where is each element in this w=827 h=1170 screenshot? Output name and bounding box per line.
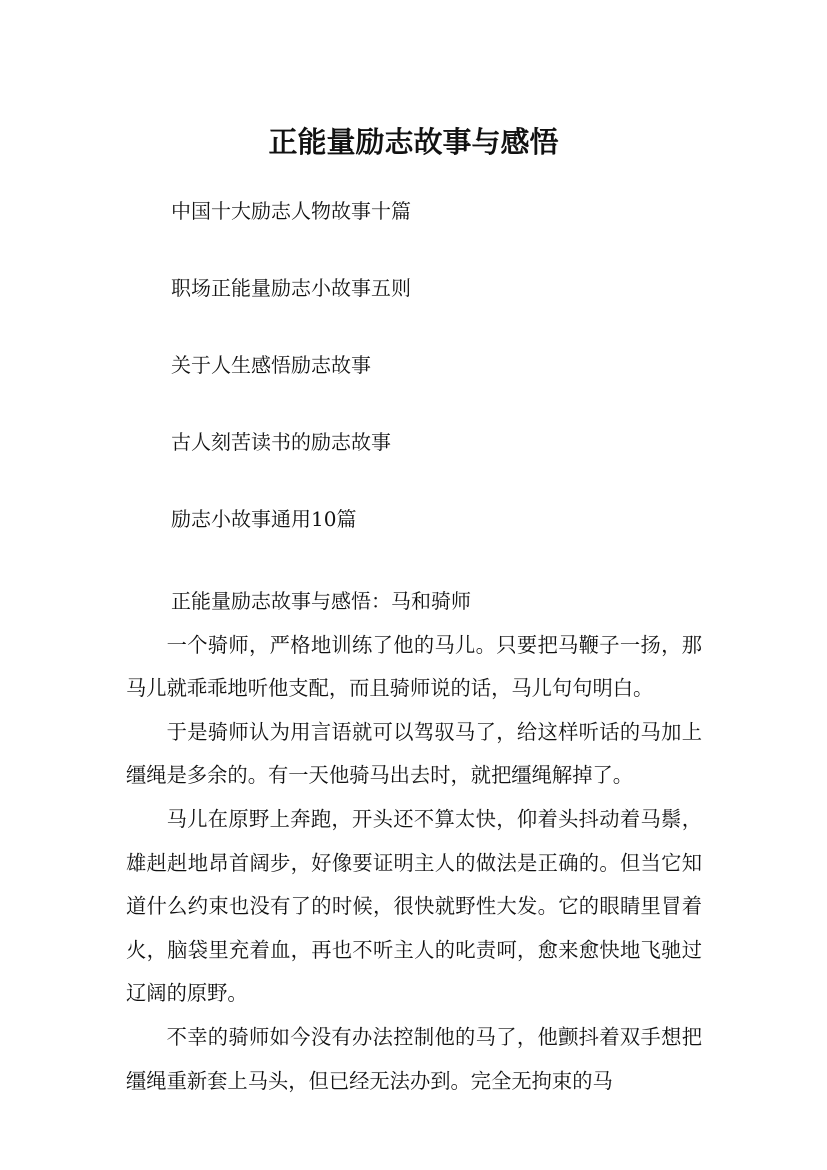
article-body <box>126 580 702 1103</box>
body-paragraph: 不幸的骑师如今没有办法控制他的马了，他颤抖着双手想把缰绳重新套上马头，但已经无法办到。完全无拘束的马 <box>126 1024 702 1093</box>
page-title: 正能量励志故事与感悟 <box>268 125 559 160</box>
section-heading: 正能量励志故事与感悟：马和骑师 <box>171 589 471 613</box>
toc-item[interactable]: 职场正能量励志小故事五则 <box>171 276 411 300</box>
body-paragraph: 马儿在原野上奔跑，开头还不算太快，仰着头抖动着马鬃，雄赳赳地昂首阔步，好像要证明主人的做法是正确的。但当它知道什么约束也没有了的时候，很快就野性大发。它的眼睛里冒着火，脑袋里充着血，再也不听主人的叱责呵，愈来愈快地飞驰过辽阔的原野。 <box>126 806 702 1006</box>
table-of-contents <box>171 192 731 577</box>
body-paragraph: 于是骑师认为用言语就可以驾驭马了，给这样听话的马加上缰绳是多余的。有一天他骑马出去时，就把缰绳解掉了。 <box>126 719 702 788</box>
toc-item[interactable]: 关于人生感悟励志故事 <box>171 353 371 377</box>
toc-item[interactable]: 中国十大励志人物故事十篇 <box>171 199 411 223</box>
toc-item[interactable]: 励志小故事通用10篇 <box>171 507 357 531</box>
toc-item[interactable]: 古人刻苦读书的励志故事 <box>171 430 391 454</box>
body-paragraph: 一个骑师，严格地训练了他的马儿。只要把马鞭子一扬，那马儿就乖乖地听他支配，而且骑师说的话，马儿句句明白。 <box>126 632 702 701</box>
